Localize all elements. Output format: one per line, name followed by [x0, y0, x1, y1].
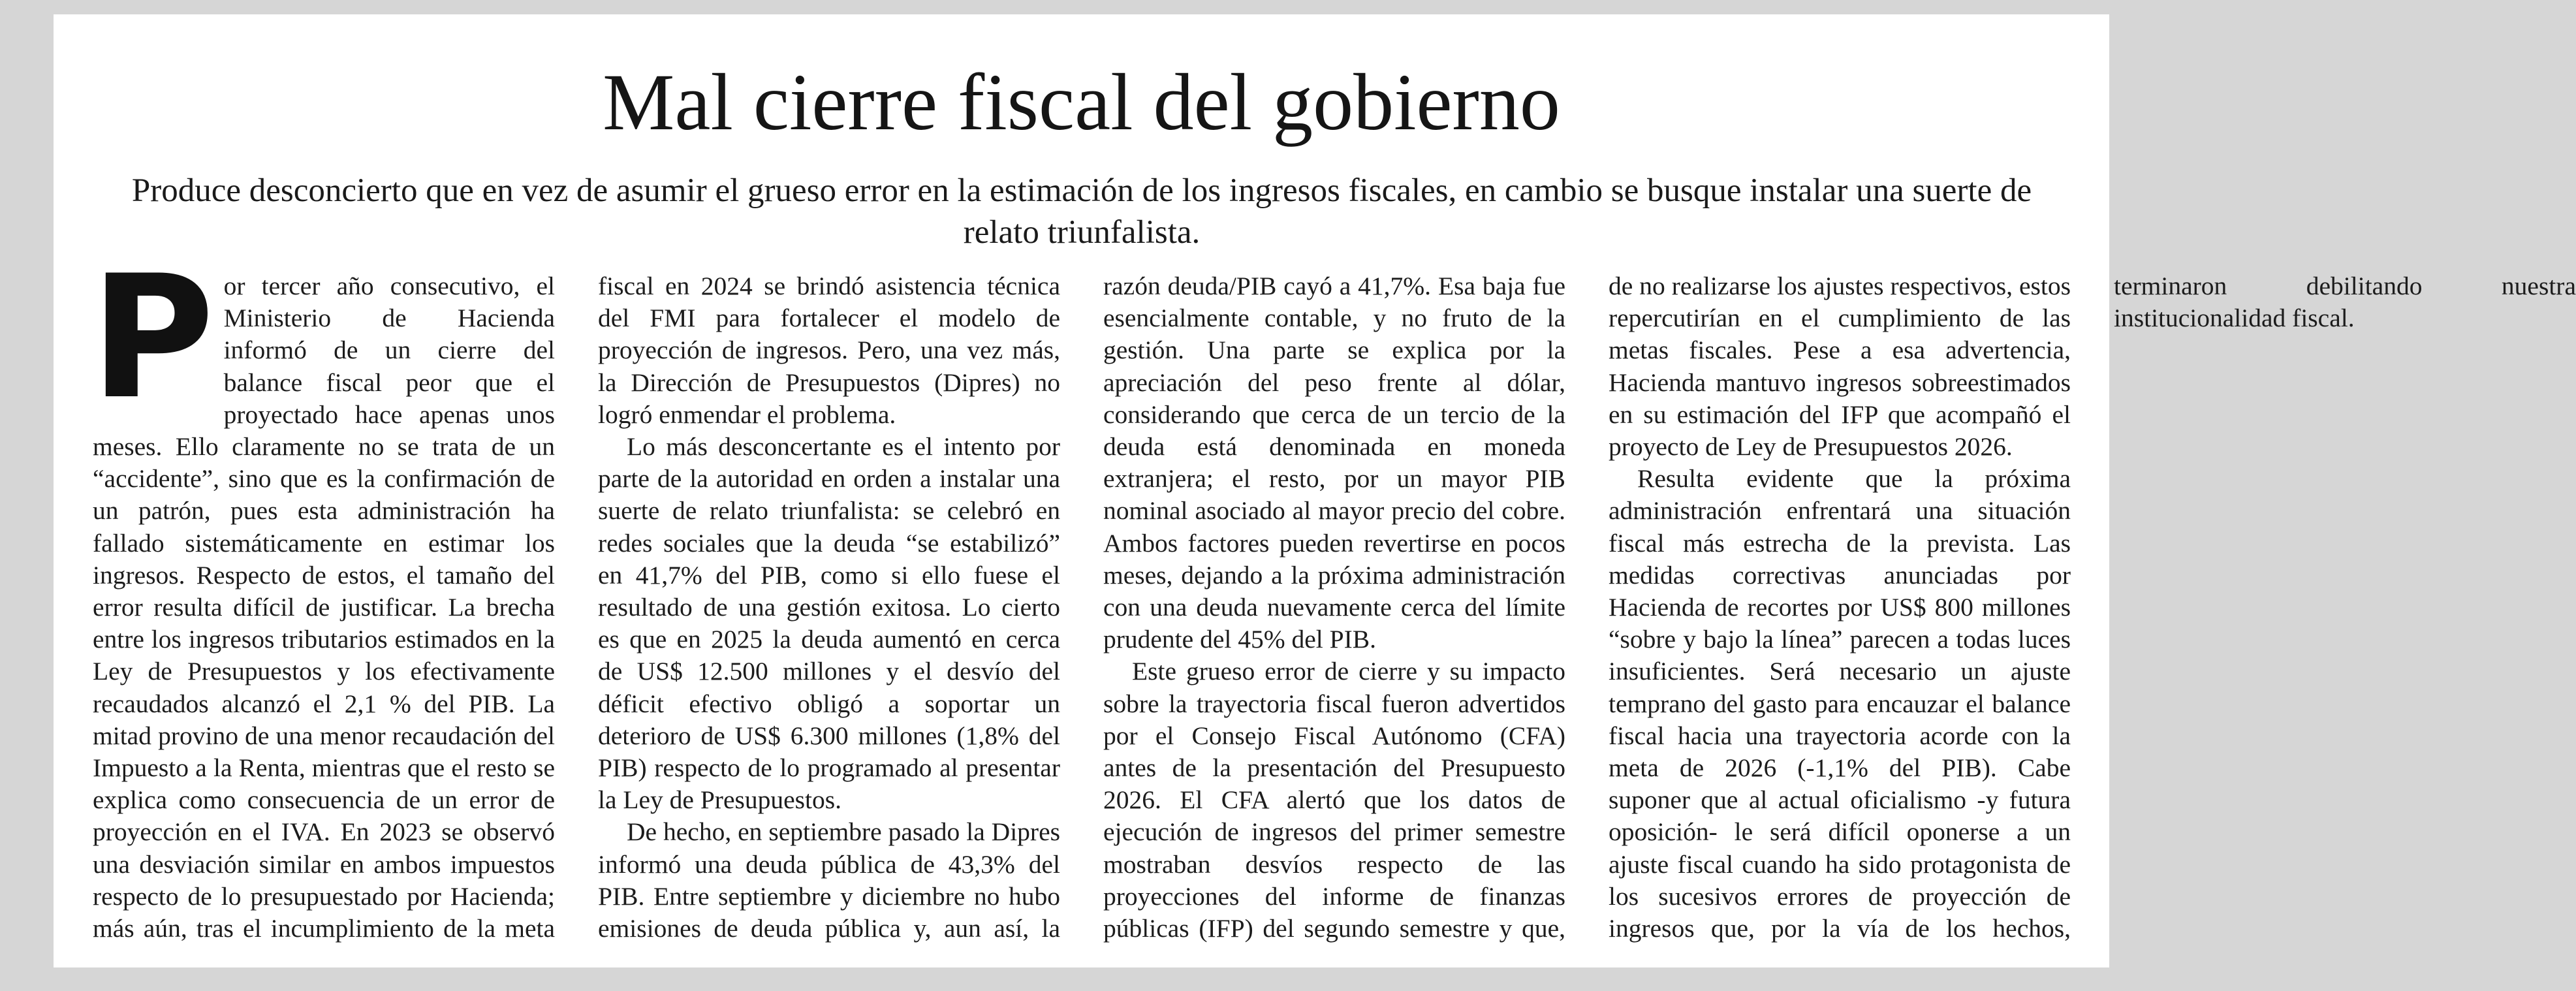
subheadline: Produce desconcierto que en vez de asumir el grueso error en la estimación de los ingresos fiscales, en cambio se busque instalar una suerte de relato triunfalista.	[131, 172, 2032, 251]
paragraph-2: Lo más desconcertante es el intento por parte de la autoridad en orden a instalar una suerte de relato triunfalista: se celebró en redes sociales que la deuda “se estabilizó” en 41,7% del PIB, como si ello fuese el resultado de una gestión exitosa. Lo cierto es que en 2025 la deuda aumentó en cerca de US$ 12.500 millones y el desvío del déficit efectivo obligó a soportar un deterioro de US$ 6.300 millones (1,8% del PIB) respecto de lo programado al presentar la Ley de Presupuestos.	[598, 432, 1060, 815]
headline: Mal cierre fiscal del gobierno	[603, 57, 1560, 147]
article-body	[90, 240, 2576, 961]
paragraph-5: Resulta evidente que la próxima administración enfrentará una situación fiscal más estrecha de la prevista. Las medidas correctivas anunciadas por Hacienda de recortes por US$ 800 millones “sobre y bajo la línea” parecen a todas luces insuficientes. Será necesario un ajuste temprano del gasto para encauzar el balance fiscal hacia una trayectoria acorde con la meta de 2026 (-1,1% del PIB). Cabe suponer que al actual oficialismo -y futura oposición- le será difícil oponerse a un ajuste fiscal cuando ha sido protagonista de los sucesivos errores de proyección de ingresos que, por la vía de los hechos, terminaron debilitando nuestra institucionalidad fiscal.	[1609, 272, 2576, 943]
paragraph-4: Este grueso error de cierre y su impacto sobre la trayectoria fiscal fueron advertidos por el Consejo Fiscal Autónomo (CFA) antes de la presentación del Presupuesto 2026. El CFA alertó que los datos de ejecución de ingresos del primer semestre mostraban desvíos respecto de las proyecciones del informe de finanzas públicas (IFP) del segundo semestre y que, de no realizarse los ajustes respectivos, estos repercutirían en el cumplimiento de las metas fiscales. Pese a esa advertencia, Hacienda mantuvo ingresos sobreestimados en su estimación del IFP que acompañó el proyecto de Ley de Presupuestos 2026.	[1103, 272, 2071, 943]
paragraph-3: De hecho, en septiembre pasado la Dipres informó una deuda pública de 43,3% del PIB. Entre septiembre y diciembre no hubo emisiones de deuda pública y, aun así, la razón deuda/PIB cayó a 41,7%. Esa baja fue esencialmente contable, y no fruto de la gestión. Una parte se explica por la apreciación del peso frente al dólar, considerando que cerca de un tercio de la deuda está denominada en moneda extranjera; el resto, por un mayor PIB nominal asociado al mayor precio del cobre. Ambos factores pueden revertirse en pocos meses, dejando a la próxima administración con una deuda nuevamente cerca del límite prudente del 45% del PIB.	[598, 272, 1565, 943]
paragraph-1-text: or tercer año consecutivo, el Ministerio de Hacienda informó de un cierre del balance fiscal peor que el proyectado hace apenas unos meses. Ello claramente no se trata de un “accidente”, sino que es la confirmación de un patrón, pues esta administración ha fallado sistemáticamente en estimar los ingresos. Respecto de estos, el tamaño del error resulta difícil de justificar. La brecha entre los ingresos tributarios estimados en la Ley de Presupuestos y los efectivamente recaudados alcanzó el 2,1 % del PIB. La mitad provino de una menor recaudación del Impuesto a la Renta, mientras que el resto se explica como consecuencia de un error de proyección en el IVA. En 2023 se observó una desviación similar en ambos impuestos respecto de lo presupuestado por Hacienda; más aún, tras el incumplimiento de la meta fiscal en 2024 se brindó asistencia técnica del FMI para fortalecer el modelo de proyección de ingresos. Pero, una vez más, la Dirección de Presupuestos (Dipres) no logró enmendar el problema.	[93, 272, 1060, 943]
newspaper-page	[54, 14, 2576, 967]
drop-cap: P	[90, 240, 215, 437]
